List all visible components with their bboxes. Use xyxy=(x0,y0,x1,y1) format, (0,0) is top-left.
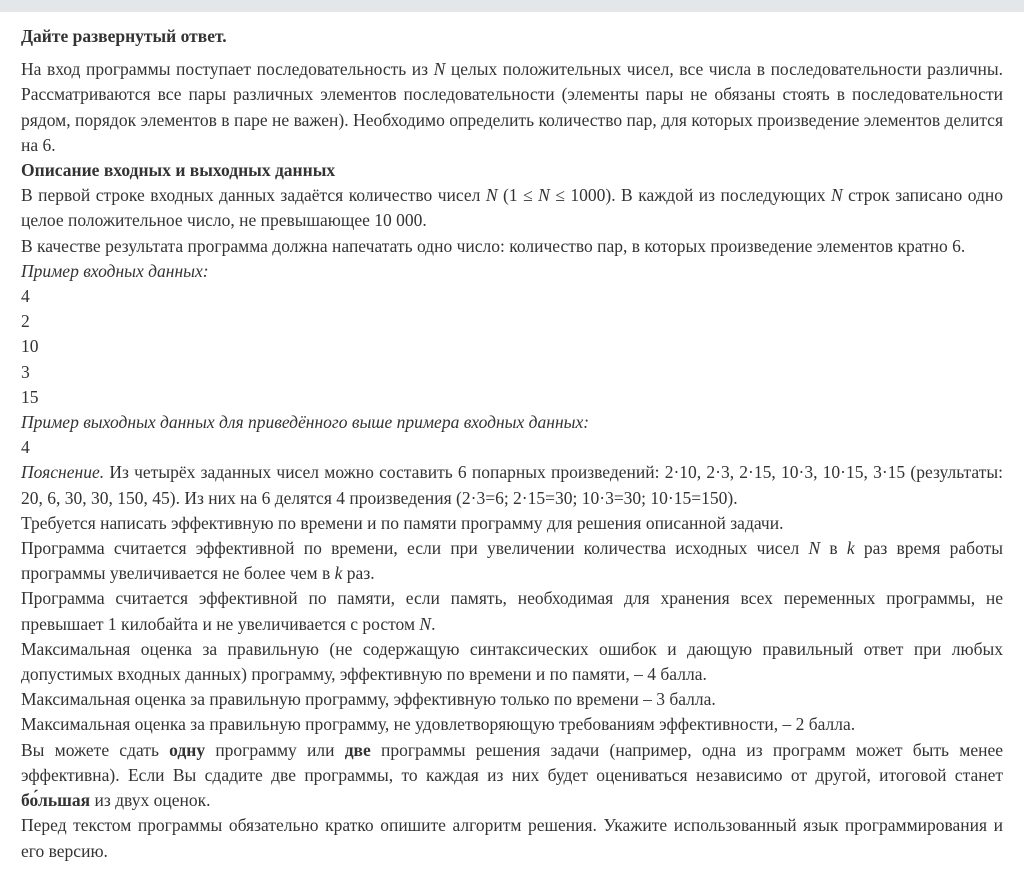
memory-efficiency-definition-text: N xyxy=(419,613,432,634)
time-efficiency-definition-text: N xyxy=(808,538,821,559)
input-example-value-text: 3 xyxy=(21,361,30,382)
submission-note-text: одну xyxy=(169,739,206,760)
input-example-value xyxy=(21,360,1003,385)
submission-note-text: Вы можете сдать xyxy=(21,739,170,760)
top-bar xyxy=(0,0,1024,12)
problem-statement-text: целых положительных чисел, все числа в последовательности различны. Рассматриваются все пары различных элементов последовательности (элементы пары не обязаны стоять в последовательности рядом, порядок элементов в паре не важен). Необходимо определить количество пар, для которых произведение элементов делится на 6. xyxy=(21,59,1003,155)
memory-efficiency-definition-text: Программа считается эффективной по памяти, если память, необходимая для хранения всех переменных программы, не превышает 1 килобайта и не увеличивается с ростом xyxy=(21,588,1003,634)
input-example-value xyxy=(21,334,1003,359)
time-efficiency-definition-text: в xyxy=(820,538,847,559)
time-efficiency-definition-text: k xyxy=(334,563,343,584)
explanation-text: Пояснение. xyxy=(21,462,105,483)
io-heading-text: Описание входных и выходных данных xyxy=(21,160,336,181)
time-efficiency-definition-text: k xyxy=(846,538,855,559)
input-format-text: (1 ≤ xyxy=(497,185,539,206)
efficiency-requirement-text: Требуется написать эффективную по времени и по памяти программу для решения описанной задачи. xyxy=(21,512,784,533)
memory-efficiency-definition xyxy=(21,586,1003,636)
input-format-text: N xyxy=(830,185,843,206)
problem-statement-text: N xyxy=(433,59,446,80)
document-body xyxy=(21,57,1003,864)
output-format xyxy=(21,234,1003,259)
output-example-label-text: Пример выходных данных для приведённого выше примера входных данных: xyxy=(21,412,590,433)
score-4-note-text: Максимальная оценка за правильную (не содержащую синтаксических ошибок и дающую правильный ответ при любых допустимых входных данных) программу, эффективную по времени и по памяти, – 4 балла. xyxy=(21,638,1003,685)
input-format-text: строк записано одно целое положительное число, не превышающее 10 000. xyxy=(21,185,1003,231)
score-2-note xyxy=(21,712,1003,737)
problem-statement xyxy=(21,57,1003,158)
algorithm-description-note-text: Перед текстом программы обязательно кратко опишите алгоритм решения. Укажите использованный язык программирования и его версию. xyxy=(21,815,1003,861)
input-example-value-text: 2 xyxy=(21,311,30,332)
time-efficiency-definition xyxy=(21,536,1003,586)
input-example-value xyxy=(21,385,1003,410)
score-3-note xyxy=(21,687,1003,712)
output-format-text: В качестве результата программа должна напечатать одно число: количество пар, в которых произведение элементов кратно 6. xyxy=(21,235,966,256)
submission-note-text: из двух оценок. xyxy=(90,790,211,811)
output-example-value xyxy=(21,435,1003,460)
explanation xyxy=(21,460,1003,510)
submission-note xyxy=(21,738,1003,814)
time-efficiency-definition-text: раз. xyxy=(342,563,375,584)
memory-efficiency-definition-text: . xyxy=(431,613,436,634)
input-format-text: N xyxy=(538,185,550,206)
submission-note-text: программы решения задачи (например, одна из программ может быть менее эффективна). Если Вы сдадите две программы, то каждая из них будет оцениваться независимо от другой, итоговой станет xyxy=(21,739,1003,785)
problem-statement-text: На вход программы поступает последовательность из xyxy=(21,59,434,80)
input-format-text: ≤ 1000). В каждой из последующих xyxy=(549,185,831,206)
algorithm-description-note xyxy=(21,813,1003,863)
task-instruction-heading: Дайте развернутый ответ. xyxy=(21,26,227,46)
time-efficiency-definition-text: раз время работы программы увеличивается не более чем в xyxy=(21,538,1003,584)
input-format-text: N xyxy=(485,185,498,206)
explanation-text: Из четырёх заданных чисел можно составить 6 попарных произведений: 2·10, 2·3, 2·15, 10·3, 10·15, 3·15 (результаты: 20, 6, 30, 30, 150, 45). Из них на 6 делятся 4 произведения (2·3=6; 2·15=30; 10·3=30; 10·15=150). xyxy=(21,462,1003,508)
input-example-value xyxy=(21,284,1003,309)
submission-note-text: две xyxy=(344,739,371,760)
score-2-note-text: Максимальная оценка за правильную программу, не удовлетворяющую требованиям эффективности, – 2 балла. xyxy=(21,714,856,735)
input-format-text: В первой строке входных данных задаётся количество чисел xyxy=(21,185,486,206)
input-example-label-text: Пример входных данных: xyxy=(21,260,209,281)
efficiency-requirement xyxy=(21,511,1003,536)
time-efficiency-definition-text: Программа считается эффективной по времени, если при увеличении количества исходных чисел xyxy=(21,538,809,559)
input-example-value xyxy=(21,309,1003,334)
output-example-value-text: 4 xyxy=(21,437,30,458)
io-heading xyxy=(21,158,1003,183)
score-3-note-text: Максимальная оценка за правильную программу, эффективную только по времени – 3 балла. xyxy=(21,689,716,710)
input-example-label xyxy=(21,259,1003,284)
submission-note-text: бо́льшая xyxy=(21,790,91,811)
output-example-label xyxy=(21,410,1003,435)
input-format xyxy=(21,183,1003,233)
score-4-note xyxy=(21,637,1003,687)
input-example-value-text: 15 xyxy=(21,386,39,407)
task-document xyxy=(0,12,1024,864)
input-example-value-text: 10 xyxy=(21,336,39,357)
input-example-value-text: 4 xyxy=(21,286,30,307)
submission-note-text: программу или xyxy=(205,739,345,760)
